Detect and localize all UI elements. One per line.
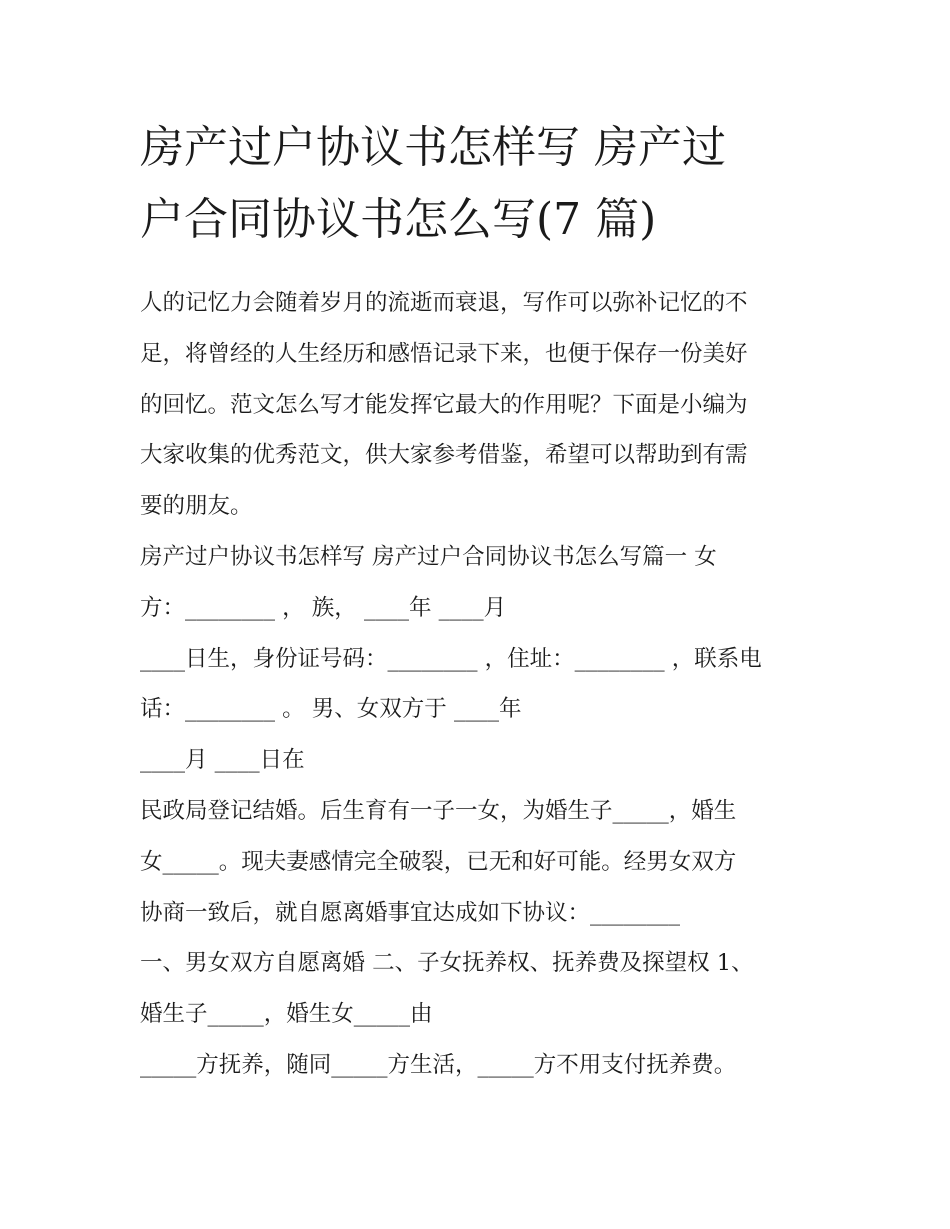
body-line-16: _____方抚养，随同_____方生活，_____方不用支付抚养费。 [140, 1051, 737, 1078]
title-line-2: 户合同协议书怎么写(7 篇) [140, 194, 657, 245]
body-line-2: 足，将曾经的人生经历和感悟记录下来，也便于保存一份美好 [140, 340, 748, 367]
body-line-15: 婚生子_____，婚生女_____由 [140, 1001, 433, 1028]
body-line-8: ____日生，身份证号码：________ ，住址：________ ，联系电 [140, 645, 762, 672]
body-line-1: 人的记忆力会随着岁月的流逝而衰退，写作可以弥补记忆的不 [140, 290, 748, 316]
body-line-7: 方：________ ， 族， ____年 ____月 [140, 594, 507, 621]
body-line-12: 女_____。现夫妻感情完全破裂，已无和好可能。经男女双方 [140, 848, 737, 875]
body-line-10: ____月 ____日在 [140, 747, 305, 774]
body-line-13: 协商一致后，就自愿离婚事宜达成如下协议：________ [140, 899, 681, 926]
title-line-1: 房产过户协议书怎样写 房产过 [140, 122, 726, 173]
body-line-5: 要的朋友。 [140, 493, 253, 520]
body-line-3: 的回忆。范文怎么写才能发挥它最大的作用呢？下面是小编为 [140, 391, 748, 418]
body-line-4: 大家收集的优秀范文，供大家参考借鉴，希望可以帮助到有需 [140, 442, 748, 469]
body-line-6: 房产过户协议书怎样写 房产过户合同协议书怎么写篇一 女 [140, 543, 717, 570]
document-body [140, 278, 830, 1091]
body-line-14: 一、男女双方自愿离婚 二、子女抚养权、抚养费及探望权 1、 [140, 950, 754, 977]
body-line-9: 话：________ 。 男、女双方于 ____年 [140, 696, 522, 723]
document-title [140, 112, 820, 256]
body-line-11: 民政局登记结婚。后生育有一子一女，为婚生子_____，婚生 [140, 797, 737, 824]
